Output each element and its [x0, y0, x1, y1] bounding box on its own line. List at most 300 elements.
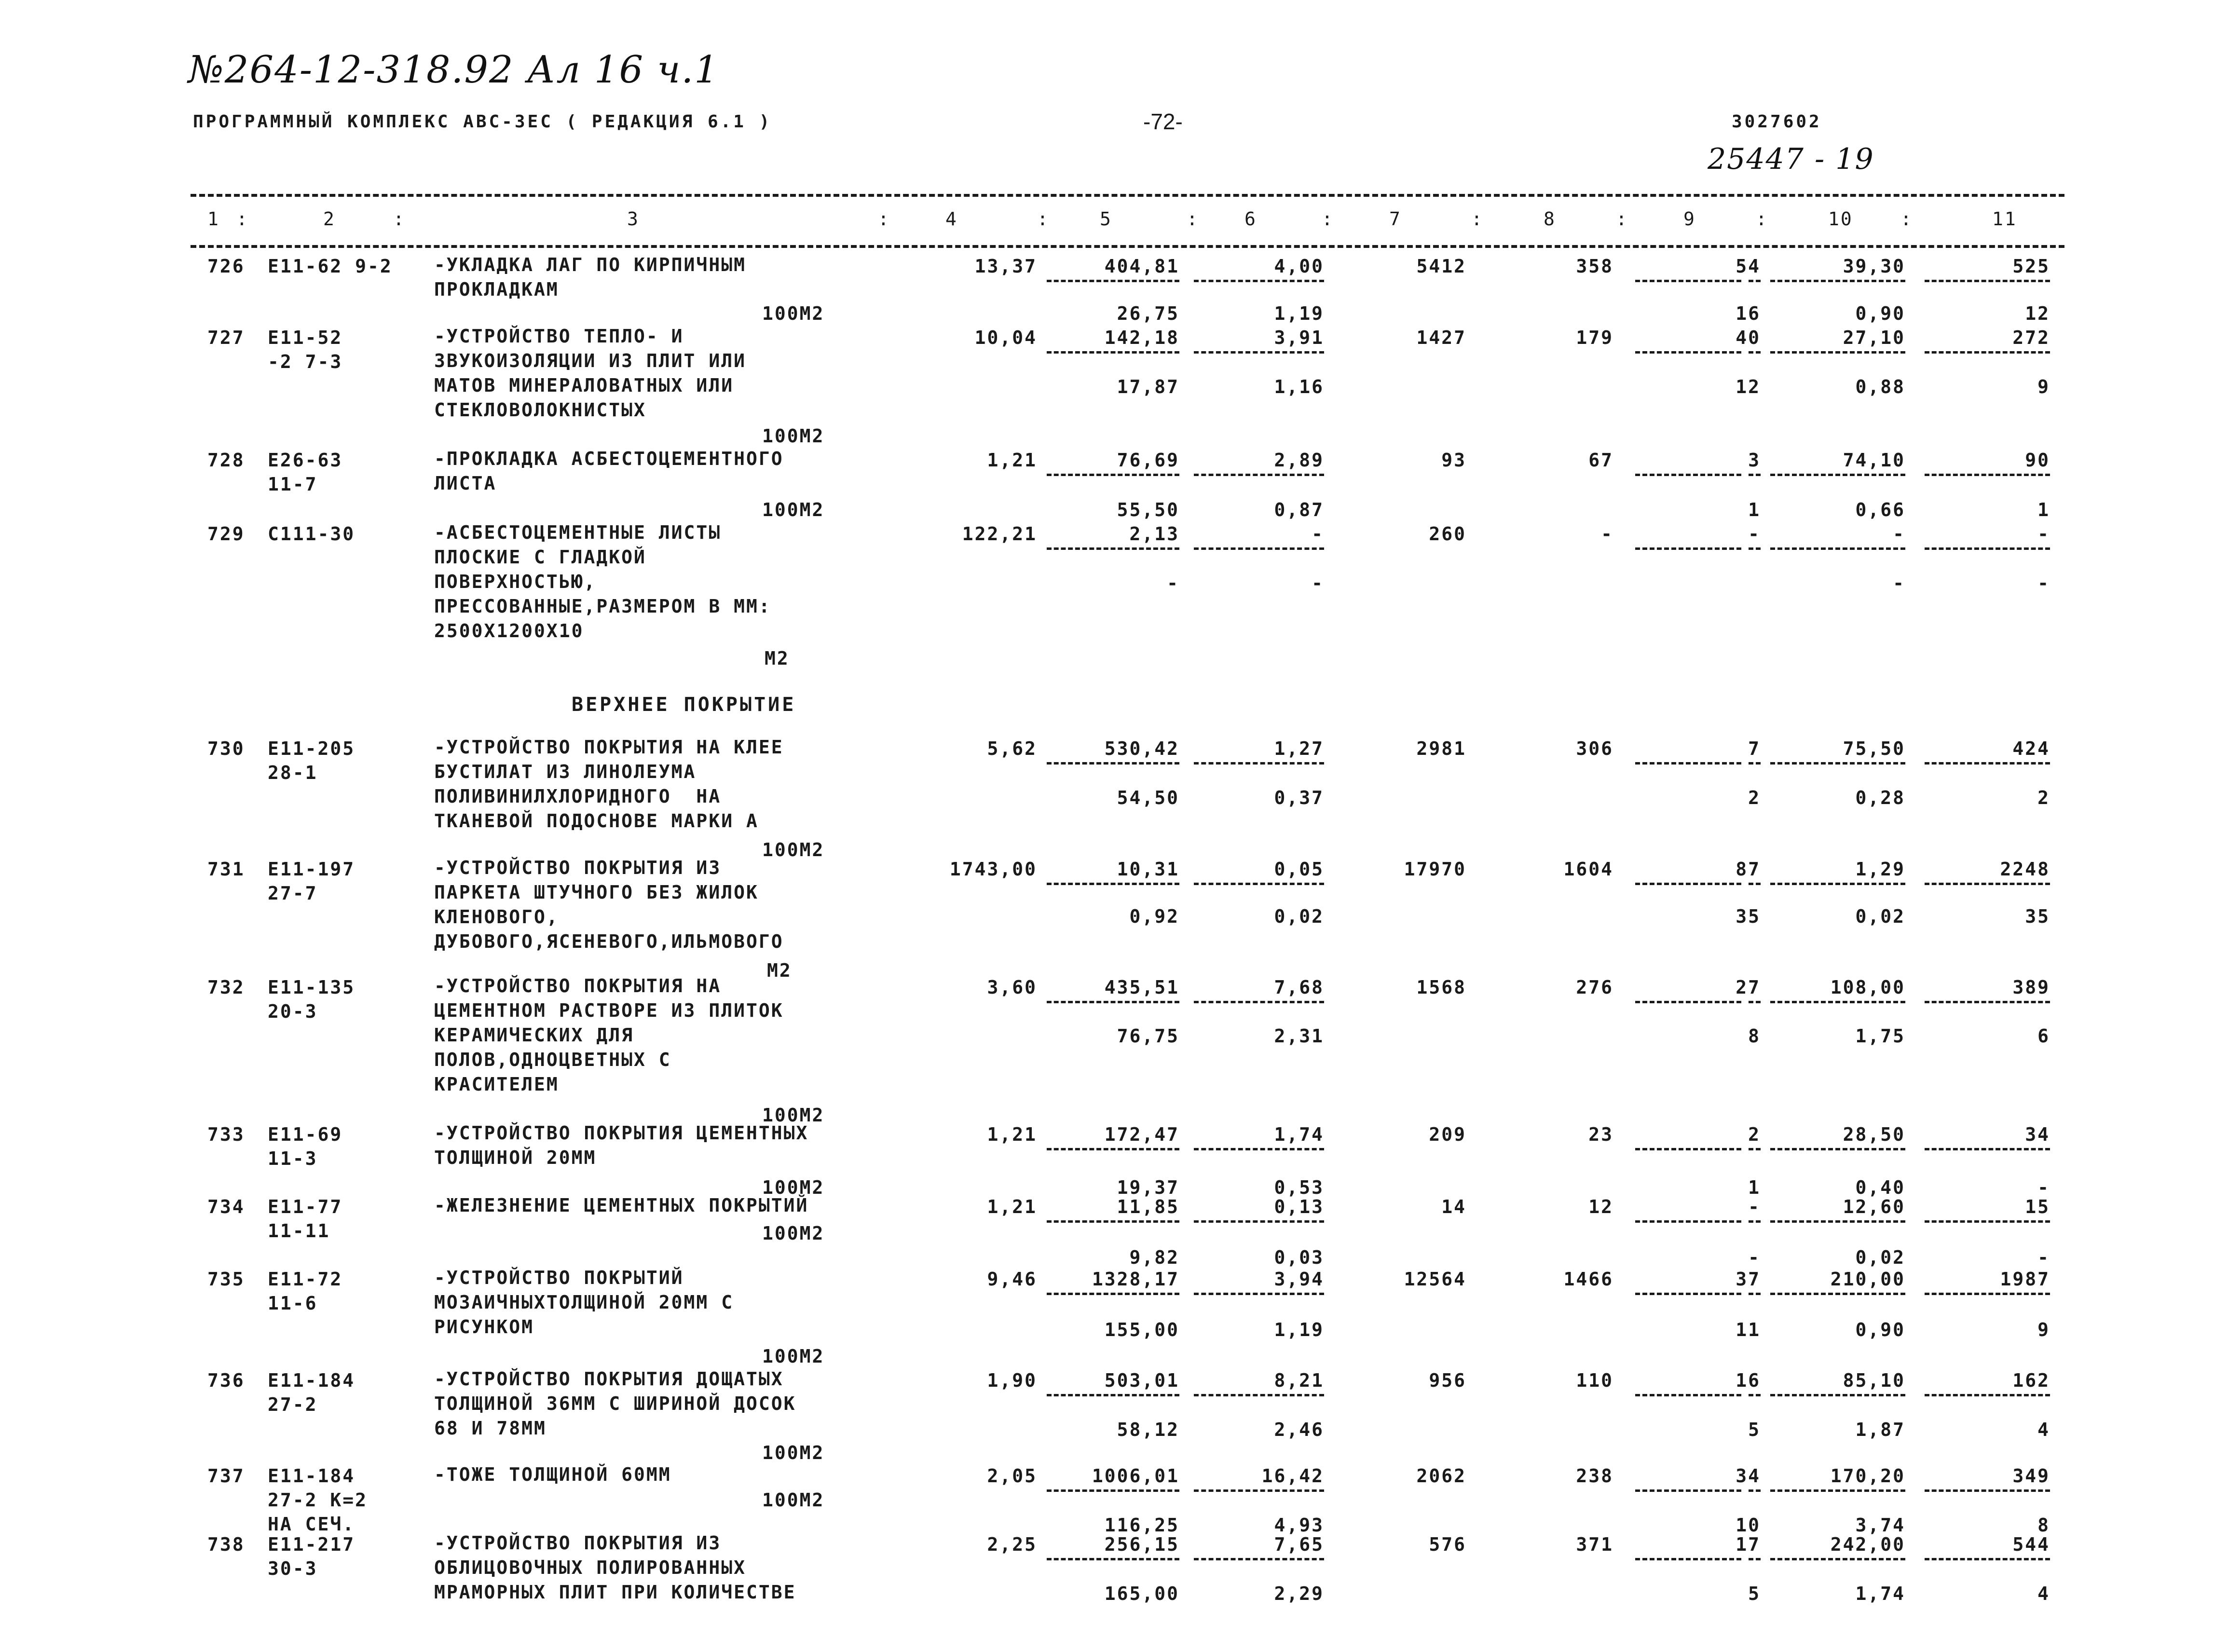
cell-sub-c9: 5: [1748, 1419, 1761, 1440]
value-underline: [1635, 1293, 1741, 1295]
cell-c5: 2,13: [1129, 523, 1179, 545]
column-header-9: 9: [1683, 208, 1696, 230]
column-header-11: 11: [1992, 208, 2017, 230]
cell-c8: 358: [1576, 256, 1613, 277]
cell-sub-c9: 8: [1748, 1025, 1761, 1047]
value-underline: [1194, 547, 1324, 550]
cell-c10: 28,50: [1843, 1124, 1905, 1145]
cell-sub-c5: 55,50: [1117, 499, 1179, 520]
value-underline: [1194, 883, 1324, 885]
cell-sub-c10: 1,75: [1855, 1025, 1905, 1047]
row-number: 732: [207, 977, 245, 998]
value-underline: [1749, 474, 1761, 476]
cell-c7: 14: [1441, 1196, 1466, 1217]
column-separator: :: [393, 208, 406, 230]
cell-c11: 544: [2012, 1534, 2050, 1555]
value-underline: [1194, 474, 1324, 476]
cell-c6: 3,91: [1274, 327, 1324, 348]
row-number: 727: [207, 327, 245, 348]
row-code: Е11-184: [268, 1370, 355, 1391]
cell-c9: -: [1748, 1196, 1761, 1217]
row-code-line2: 27-7: [268, 883, 318, 904]
cell-c6: 2,89: [1274, 450, 1324, 471]
cell-c5: 76,69: [1117, 450, 1179, 471]
cell-c8: 306: [1576, 738, 1613, 759]
cell-c8: 238: [1576, 1465, 1613, 1487]
cell-c9: 27: [1736, 977, 1761, 998]
value-underline: [1635, 474, 1741, 476]
value-underline: [1770, 1001, 1905, 1003]
cell-sub-c10: 0,90: [1855, 303, 1905, 324]
row-number: 729: [207, 523, 245, 545]
cell-sub-c9: -: [1748, 1247, 1761, 1268]
value-underline: [1925, 547, 2050, 550]
row-description: -АСБЕСТОЦЕМЕНТНЫЕ ЛИСТЫ ПЛОСКИЕ С ГЛАДКОЙ ПОВЕРХНОСТЬЮ, ПРЕССОВАННЫЕ,РАЗМЕРОМ В ММ: 2500Х1200Х10: [434, 522, 771, 642]
row-unit: М2: [767, 960, 792, 981]
row-code: Е11-217: [268, 1534, 355, 1555]
row-unit: 100М2: [762, 1442, 825, 1463]
cell-sub-c11: 9: [2037, 1319, 2050, 1340]
cell-c4: 1,21: [987, 450, 1037, 471]
row-code-line2: 27-2 К=2: [268, 1489, 368, 1511]
cell-c11: 34: [2025, 1124, 2050, 1145]
cell-sub-c6: 2,46: [1274, 1419, 1324, 1440]
row-number: 726: [207, 256, 245, 277]
row-code: Е26-63: [268, 450, 343, 471]
table-header-rule: [191, 245, 2064, 248]
value-underline: [1047, 762, 1179, 765]
cell-sub-c5: 76,75: [1117, 1025, 1179, 1047]
cell-c9: -: [1748, 523, 1761, 545]
column-header-3: 3: [627, 208, 640, 230]
cell-sub-c10: 0,02: [1855, 1247, 1905, 1268]
cell-c9: 40: [1736, 327, 1761, 348]
value-underline: [1770, 883, 1905, 885]
row-unit: 100М2: [762, 1346, 825, 1367]
row-code: Е11-62 9-2: [268, 256, 393, 277]
cell-c5: 172,47: [1104, 1124, 1179, 1145]
cell-sub-c11: -: [2037, 1177, 2050, 1198]
cell-sub-c11: 6: [2037, 1025, 2050, 1047]
cell-c4: 10,04: [974, 327, 1037, 348]
cell-c7: 5412: [1416, 256, 1466, 277]
cell-c11: 15: [2025, 1196, 2050, 1217]
cell-c10: 39,30: [1843, 256, 1905, 277]
cell-c5: 256,15: [1104, 1534, 1179, 1555]
value-underline: [1749, 1558, 1761, 1560]
column-header-1: 1: [207, 208, 220, 230]
cell-c7: 12564: [1404, 1269, 1466, 1290]
value-underline: [1047, 474, 1179, 476]
value-underline: [1749, 1394, 1761, 1396]
cell-c10: 242,00: [1830, 1534, 1905, 1555]
value-underline: [1194, 762, 1324, 765]
row-number: 738: [207, 1534, 245, 1555]
cell-sub-c10: -: [1893, 573, 1905, 594]
cell-sub-c10: 0,02: [1855, 906, 1905, 927]
cell-c6: 1,74: [1274, 1124, 1324, 1145]
cell-c8: 67: [1588, 450, 1613, 471]
value-underline: [1770, 474, 1905, 476]
cell-c4: 5,62: [987, 738, 1037, 759]
cell-c7: 17970: [1404, 859, 1466, 880]
cell-c8: 23: [1588, 1124, 1613, 1145]
cell-c5: 11,85: [1117, 1196, 1179, 1217]
column-separator: :: [1037, 208, 1050, 230]
cell-c6: 4,00: [1274, 256, 1324, 277]
value-underline: [1925, 474, 2050, 476]
value-underline: [1770, 762, 1905, 765]
value-underline: [1749, 1148, 1761, 1150]
row-description: -УСТРОЙСТВО ПОКРЫТИЯ НА ЦЕМЕНТНОМ РАСТВОРЕ ИЗ ПЛИТОК КЕРАМИЧЕСКИХ ДЛЯ ПОЛОВ,ОДНОЦВЕТНЫХ С КРАСИТЕЛЕМ: [434, 975, 784, 1095]
value-underline: [1925, 1394, 2050, 1396]
row-description: -ЖЕЛЕЗНЕНИЕ ЦЕМЕНТНЫХ ПОКРЫТИЙ: [434, 1195, 809, 1216]
column-header-6: 6: [1244, 208, 1257, 230]
cell-sub-c5: 116,25: [1104, 1515, 1179, 1536]
value-underline: [1635, 280, 1741, 282]
value-underline: [1749, 1489, 1761, 1492]
cell-sub-c6: 2,31: [1274, 1025, 1324, 1047]
cell-c8: 110: [1576, 1370, 1613, 1391]
value-underline: [1925, 1293, 2050, 1295]
row-code-line2: 20-3: [268, 1001, 318, 1022]
value-underline: [1749, 1220, 1761, 1223]
handwritten-code: 25447 - 19: [1708, 142, 1874, 176]
cell-c7: 209: [1429, 1124, 1466, 1145]
value-underline: [1047, 1220, 1179, 1223]
cell-sub-c10: 1,74: [1855, 1583, 1905, 1604]
cell-sub-c11: 2: [2037, 787, 2050, 808]
value-underline: [1194, 1148, 1324, 1150]
value-underline: [1770, 351, 1905, 354]
cell-c5: 142,18: [1104, 327, 1179, 348]
value-underline: [1925, 351, 2050, 354]
value-underline: [1635, 351, 1741, 354]
cell-sub-c9: 35: [1736, 906, 1761, 927]
cell-c6: 7,65: [1274, 1534, 1324, 1555]
cell-c9: 87: [1736, 859, 1761, 880]
cell-c10: -: [1893, 523, 1905, 545]
value-underline: [1194, 280, 1324, 282]
table-top-rule: [191, 194, 2064, 197]
row-unit: 100М2: [762, 839, 825, 860]
row-code-line2: 27-2: [268, 1394, 318, 1415]
value-underline: [1194, 351, 1324, 354]
cell-c11: 389: [2012, 977, 2050, 998]
cell-sub-c10: 0,90: [1855, 1319, 1905, 1340]
cell-c6: 0,05: [1274, 859, 1324, 880]
cell-sub-c10: 1,87: [1855, 1419, 1905, 1440]
cell-c9: 54: [1736, 256, 1761, 277]
cell-c10: 108,00: [1830, 977, 1905, 998]
value-underline: [1047, 1148, 1179, 1150]
column-header-8: 8: [1544, 208, 1556, 230]
row-unit: 100М2: [762, 303, 825, 324]
column-separator: :: [236, 208, 249, 230]
cell-c6: 1,27: [1274, 738, 1324, 759]
cell-sub-c5: 26,75: [1117, 303, 1179, 324]
value-underline: [1925, 762, 2050, 765]
value-underline: [1194, 1489, 1324, 1492]
cell-c6: 3,94: [1274, 1269, 1324, 1290]
value-underline: [1047, 280, 1179, 282]
cell-sub-c10: 0,88: [1855, 376, 1905, 397]
cell-c6: 16,42: [1261, 1465, 1324, 1487]
cell-c8: 1466: [1563, 1269, 1613, 1290]
row-code-line2: -2 7-3: [268, 351, 343, 372]
cell-c5: 404,81: [1104, 256, 1179, 277]
section-title: ВЕРХНЕЕ ПОКРЫТИЕ: [572, 694, 796, 716]
cell-c4: 1743,00: [949, 859, 1037, 880]
cell-c6: 0,13: [1274, 1196, 1324, 1217]
cell-c8: 371: [1576, 1534, 1613, 1555]
cell-c7: 260: [1429, 523, 1466, 545]
value-underline: [1047, 1293, 1179, 1295]
value-underline: [1749, 883, 1761, 885]
cell-c7: 1568: [1416, 977, 1466, 998]
column-header-10: 10: [1828, 208, 1853, 230]
cell-c8: -: [1601, 523, 1613, 545]
cell-c11: 424: [2012, 738, 2050, 759]
value-underline: [1770, 1148, 1905, 1150]
cell-sub-c5: 9,82: [1129, 1247, 1179, 1268]
row-code-line2: 11-3: [268, 1148, 318, 1169]
column-header-5: 5: [1100, 208, 1112, 230]
cell-sub-c11: 4: [2037, 1419, 2050, 1440]
value-underline: [1770, 1558, 1905, 1560]
row-description: -УСТРОЙСТВО ПОКРЫТИЯ ДОЩАТЫХ ТОЛЩИНОЙ 36ММ С ШИРИНОЙ ДОСОК 68 И 78ММ: [434, 1368, 796, 1439]
row-unit: 100М2: [762, 1223, 825, 1244]
cell-sub-c9: 12: [1736, 376, 1761, 397]
column-separator: :: [1616, 208, 1628, 230]
row-code: Е11-205: [268, 738, 355, 759]
row-code: Е11-72: [268, 1269, 343, 1290]
cell-c5: 503,01: [1104, 1370, 1179, 1391]
cell-c7: 576: [1429, 1534, 1466, 1555]
value-underline: [1047, 1001, 1179, 1003]
row-code: Е11-77: [268, 1196, 343, 1217]
cell-sub-c9: 1: [1748, 499, 1761, 520]
cell-sub-c10: 0,40: [1855, 1177, 1905, 1198]
row-unit: 100М2: [762, 1105, 825, 1126]
handwritten-reference: №264-12-318.92 Ал 16 ч.1: [188, 48, 719, 92]
cell-c4: 2,25: [987, 1534, 1037, 1555]
value-underline: [1770, 1489, 1905, 1492]
cell-sub-c9: 5: [1748, 1583, 1761, 1604]
value-underline: [1749, 762, 1761, 765]
row-description: -УСТРОЙСТВО ПОКРЫТИЯ НА КЛЕЕ БУСТИЛАТ ИЗ ЛИНОЛЕУМА ПОЛИВИНИЛХЛОРИДНОГО НА ТКАНЕВОЙ ПОДОСНОВЕ МАРКИ А: [434, 737, 784, 832]
value-underline: [1194, 1293, 1324, 1295]
column-header-7: 7: [1389, 208, 1402, 230]
value-underline: [1047, 1489, 1179, 1492]
cell-c4: 1,90: [987, 1370, 1037, 1391]
cell-c10: 85,10: [1843, 1370, 1905, 1391]
value-underline: [1749, 1001, 1761, 1003]
cell-c4: 1,21: [987, 1124, 1037, 1145]
value-underline: [1925, 1558, 2050, 1560]
value-underline: [1635, 762, 1741, 765]
cell-c10: 210,00: [1830, 1269, 1905, 1290]
row-code-line2: 28-1: [268, 762, 318, 783]
cell-c10: 74,10: [1843, 450, 1905, 471]
value-underline: [1635, 1558, 1741, 1560]
cell-c4: 9,46: [987, 1269, 1037, 1290]
cell-sub-c9: 11: [1736, 1319, 1761, 1340]
row-number: 735: [207, 1269, 245, 1290]
cell-c6: -: [1312, 523, 1324, 545]
cell-sub-c5: 58,12: [1117, 1419, 1179, 1440]
cell-sub-c6: 4,93: [1274, 1515, 1324, 1536]
cell-c8: 179: [1576, 327, 1613, 348]
cell-sub-c5: 19,37: [1117, 1177, 1179, 1198]
cell-sub-c5: 17,87: [1117, 376, 1179, 397]
cell-sub-c9: 1: [1748, 1177, 1761, 1198]
cell-sub-c10: 3,74: [1855, 1515, 1905, 1536]
cell-sub-c9: 16: [1736, 303, 1761, 324]
value-underline: [1770, 1220, 1905, 1223]
cell-sub-c11: 35: [2025, 906, 2050, 927]
cell-sub-c11: 1: [2037, 499, 2050, 520]
value-underline: [1635, 1489, 1741, 1492]
cell-sub-c6: 0,37: [1274, 787, 1324, 808]
value-underline: [1925, 1001, 2050, 1003]
row-description: -УСТРОЙСТВО ПОКРЫТИЯ ИЗ ОБЛИЦОВОЧНЫХ ПОЛИРОВАННЫХ МРАМОРНЫХ ПЛИТ ПРИ КОЛИЧЕСТВЕ: [434, 1532, 796, 1603]
cell-c6: 8,21: [1274, 1370, 1324, 1391]
cell-sub-c5: -: [1167, 573, 1179, 594]
row-code-line2: 11-6: [268, 1293, 318, 1314]
cell-sub-c6: 0,53: [1274, 1177, 1324, 1198]
row-unit: 100М2: [762, 1177, 825, 1198]
row-description: -УСТРОЙСТВО ТЕПЛО- И ЗВУКОИЗОЛЯЦИИ ИЗ ПЛИТ ИЛИ МАТОВ МИНЕРАЛОВАТНЫХ ИЛИ СТЕКЛОВОЛОКНИСТЫХ: [434, 326, 746, 421]
cell-sub-c9: 10: [1736, 1515, 1761, 1536]
cell-c5: 1328,17: [1092, 1269, 1179, 1290]
value-underline: [1770, 547, 1905, 550]
cell-sub-c6: 2,29: [1274, 1583, 1324, 1604]
value-underline: [1047, 883, 1179, 885]
row-code: Е11-69: [268, 1124, 343, 1145]
column-header-4: 4: [945, 208, 958, 230]
cell-c7: 1427: [1416, 327, 1466, 348]
value-underline: [1194, 1220, 1324, 1223]
column-separator: :: [1471, 208, 1484, 230]
cell-sub-c5: 155,00: [1104, 1319, 1179, 1340]
row-code: Е11-52: [268, 327, 343, 348]
value-underline: [1749, 351, 1761, 354]
cell-c4: 122,21: [962, 523, 1037, 545]
row-unit: 100М2: [762, 425, 825, 447]
cell-c5: 530,42: [1104, 738, 1179, 759]
column-separator: :: [1187, 208, 1199, 230]
cell-c9: 37: [1736, 1269, 1761, 1290]
cell-c10: 12,60: [1843, 1196, 1905, 1217]
cell-c6: 7,68: [1274, 977, 1324, 998]
cell-c11: 162: [2012, 1370, 2050, 1391]
row-unit: 100М2: [762, 1489, 825, 1511]
row-description: -УСТРОЙСТВО ПОКРЫТИЯ ЦЕМЕНТНЫХ ТОЛЩИНОЙ 20ММ: [434, 1122, 809, 1168]
row-code-line2: 11-7: [268, 474, 318, 495]
value-underline: [1047, 351, 1179, 354]
cell-sub-c6: 0,02: [1274, 906, 1324, 927]
cell-c11: 272: [2012, 327, 2050, 348]
cell-c9: 16: [1736, 1370, 1761, 1391]
value-underline: [1925, 280, 2050, 282]
cell-sub-c9: 2: [1748, 787, 1761, 808]
value-underline: [1194, 1394, 1324, 1396]
cell-sub-c11: -: [2037, 1247, 2050, 1268]
document-number: 3027602: [1732, 112, 1822, 132]
row-code-line2: 11-11: [268, 1220, 330, 1242]
value-underline: [1635, 1001, 1741, 1003]
cell-c10: 75,50: [1843, 738, 1905, 759]
row-number: 736: [207, 1370, 245, 1391]
value-underline: [1635, 547, 1741, 550]
value-underline: [1770, 1293, 1905, 1295]
cell-sub-c6: 0,03: [1274, 1247, 1324, 1268]
row-code: С111-30: [268, 523, 355, 545]
row-code: Е11-184: [268, 1465, 355, 1487]
value-underline: [1047, 547, 1179, 550]
cell-sub-c5: 54,50: [1117, 787, 1179, 808]
cell-c9: 17: [1736, 1534, 1761, 1555]
column-header-2: 2: [323, 208, 336, 230]
cell-c7: 956: [1429, 1370, 1466, 1391]
value-underline: [1047, 1558, 1179, 1560]
cell-sub-c6: 1,16: [1274, 376, 1324, 397]
cell-c7: 2062: [1416, 1465, 1466, 1487]
value-underline: [1925, 1148, 2050, 1150]
cell-c11: 1987: [2000, 1269, 2050, 1290]
cell-c7: 93: [1441, 450, 1466, 471]
row-number: 728: [207, 450, 245, 471]
cell-sub-c11: 4: [2037, 1583, 2050, 1604]
row-number: 737: [207, 1465, 245, 1487]
row-description: -УСТРОЙСТВО ПОКРЫТИЙ МОЗАИЧНЫХТОЛЩИНОЙ 20ММ С РИСУНКОМ: [434, 1267, 734, 1338]
row-code-line2: 30-3: [268, 1558, 318, 1579]
cell-sub-c6: 1,19: [1274, 303, 1324, 324]
cell-sub-c10: 0,28: [1855, 787, 1905, 808]
value-underline: [1925, 1489, 2050, 1492]
cell-c4: 2,05: [987, 1465, 1037, 1487]
cell-c9: 2: [1748, 1124, 1761, 1145]
cell-sub-c5: 0,92: [1129, 906, 1179, 927]
cell-c4: 13,37: [974, 256, 1037, 277]
row-description: -УСТРОЙСТВО ПОКРЫТИЯ ИЗ ПАРКЕТА ШТУЧНОГО БЕЗ ЖИЛОК КЛЕНОВОГО, ДУБОВОГО,ЯСЕНЕВОГО,ИЛЬМОВОГО: [434, 857, 784, 952]
cell-sub-c11: 9: [2037, 376, 2050, 397]
cell-c8: 276: [1576, 977, 1613, 998]
row-number: 731: [207, 859, 245, 880]
cell-c9: 3: [1748, 450, 1761, 471]
row-number: 730: [207, 738, 245, 759]
cell-c5: 435,51: [1104, 977, 1179, 998]
cell-sub-c6: -: [1312, 573, 1324, 594]
value-underline: [1925, 1220, 2050, 1223]
value-underline: [1770, 1394, 1905, 1396]
value-underline: [1194, 1001, 1324, 1003]
cell-c5: 10,31: [1117, 859, 1179, 880]
value-underline: [1770, 280, 1905, 282]
value-underline: [1635, 1148, 1741, 1150]
cell-c11: -: [2037, 523, 2050, 545]
row-unit: 100М2: [762, 499, 825, 520]
cell-sub-c11: 8: [2037, 1515, 2050, 1536]
cell-c4: 1,21: [987, 1196, 1037, 1217]
cell-sub-c11: 12: [2025, 303, 2050, 324]
cell-c8: 12: [1588, 1196, 1613, 1217]
cell-c11: 349: [2012, 1465, 2050, 1487]
value-underline: [1194, 1558, 1324, 1560]
program-header: ПРОГРАММНЫЙ КОМПЛЕКС АВС-3ЕС ( РЕДАКЦИЯ 6.1 ): [193, 112, 772, 132]
cell-c5: 1006,01: [1092, 1465, 1179, 1487]
